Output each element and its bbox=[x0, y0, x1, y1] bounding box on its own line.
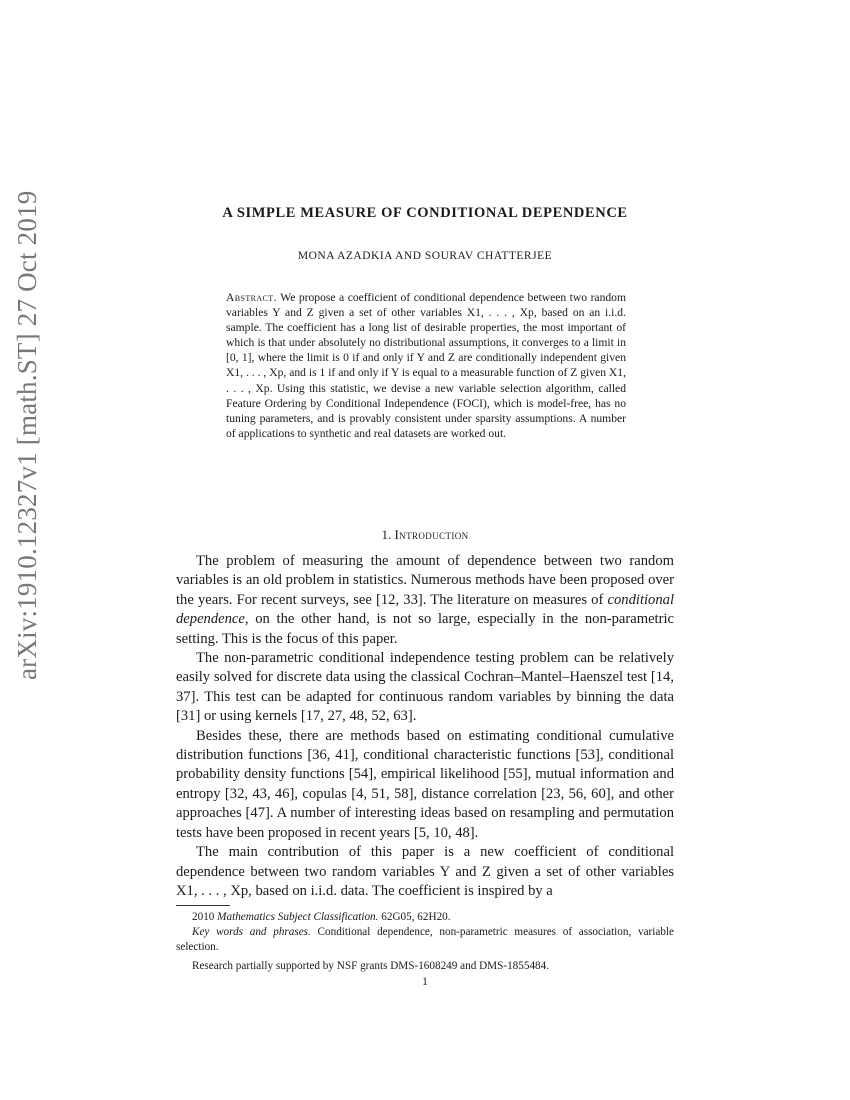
footnote-msc bbox=[176, 910, 674, 925]
footnote-keywords-text: Conditional dependence, non-parametric measures of association, variable selection. bbox=[176, 926, 674, 953]
footnote-keywords bbox=[176, 925, 674, 955]
paragraph-3: Besides these, there are methods based on estimating conditional cumulative distribution functions [36, 41], conditional characteristic functions [53], conditional probability density functions [54], empirical likelihood [55], mutual information and entropy [32, 43, 46], copulas [4, 51, 58], distance correlation [23, 56, 60], and other approaches [47]. A number of interesting ideas based on resampling and permutation tests have been proposed in recent years [5, 10, 48]. bbox=[176, 727, 674, 841]
abstract-text: We propose a coefficient of conditional dependence between two random variables Y and Z given a set of other variables X1, . . . , Xp, based on an i.i.d. sample. The coefficient has a long list of desirable properties, the most important of which is that under absolutely no distributional assumptions, it converges to a limit in [0, 1], where the limit is 0 if and only if Y and Z are conditionally independent given X1, . . . , Xp, and is 1 if and only if Y is equal to a measurable function of Z given X1, . . . , Xp. Using this statistic, we devise a new variable selection algorithm, called Feature Ordering by Conditional Independence (FOCI), which is model-free, has no tuning parameters, and is provably consistent under sparsity assumptions. A number of applications to synthetic and real datasets are worked out. bbox=[226, 291, 626, 440]
footnote-rule bbox=[176, 905, 230, 906]
footnote-msc-label: Mathematics Subject Classification. bbox=[217, 911, 379, 923]
page-number: 1 bbox=[422, 976, 428, 988]
paragraph-1-emphasis: conditional dependence bbox=[176, 591, 674, 628]
paragraph-2: The non-parametric conditional independence testing problem can be relatively easily solved for discrete data using the classical Cochran–Mantel–Haenszel test [14, 37]. This test can be adapted for continuous random variables by binning the data [31] or using kernels [17, 27, 48, 52, 63]. bbox=[176, 650, 674, 725]
body-text bbox=[176, 552, 674, 901]
paragraph-1-part-b: , on the other hand, is not so large, especially in the non-parametric setting. This is the focus of this paper. bbox=[176, 611, 674, 647]
footnote-msc-year: 2010 bbox=[192, 911, 215, 923]
abstract bbox=[226, 290, 626, 441]
abstract-label: Abstract. bbox=[226, 291, 277, 304]
footnote-keywords-label: Key words and phrases. bbox=[192, 926, 311, 938]
footnote-msc-codes: 62G05, 62H20. bbox=[381, 911, 451, 923]
paragraph-1-part-a: The problem of measuring the amount of dependence between two random variables is an old problem in statistics. Numerous methods have been proposed over the years. For recent surveys, see [12, 33]. The literature on measures of bbox=[176, 553, 674, 608]
paper-authors: MONA AZADKIA AND SOURAV CHATTERJEE bbox=[297, 250, 553, 262]
paper-title: A SIMPLE MEASURE OF CONDITIONAL DEPENDENCE bbox=[222, 205, 628, 221]
paragraph-4: The main contribution of this paper is a new coefficient of conditional dependence between two random variables Y and Z given a set of other variables X1, . . . , Xp, based on i.i.d. data. The coefficient is inspired by a bbox=[176, 844, 674, 899]
arxiv-identifier: arXiv:1910.12327v1 [math.ST] 27 Oct 2019 bbox=[12, 190, 42, 680]
paragraph-1 bbox=[176, 552, 674, 649]
section-heading bbox=[0, 527, 850, 543]
footnotes bbox=[176, 910, 674, 974]
section-number: 1. bbox=[381, 527, 392, 542]
footnote-funding: Research partially supported by NSF grants DMS-1608249 and DMS-1855484. bbox=[192, 960, 550, 972]
section-title: Introduction bbox=[394, 527, 469, 542]
